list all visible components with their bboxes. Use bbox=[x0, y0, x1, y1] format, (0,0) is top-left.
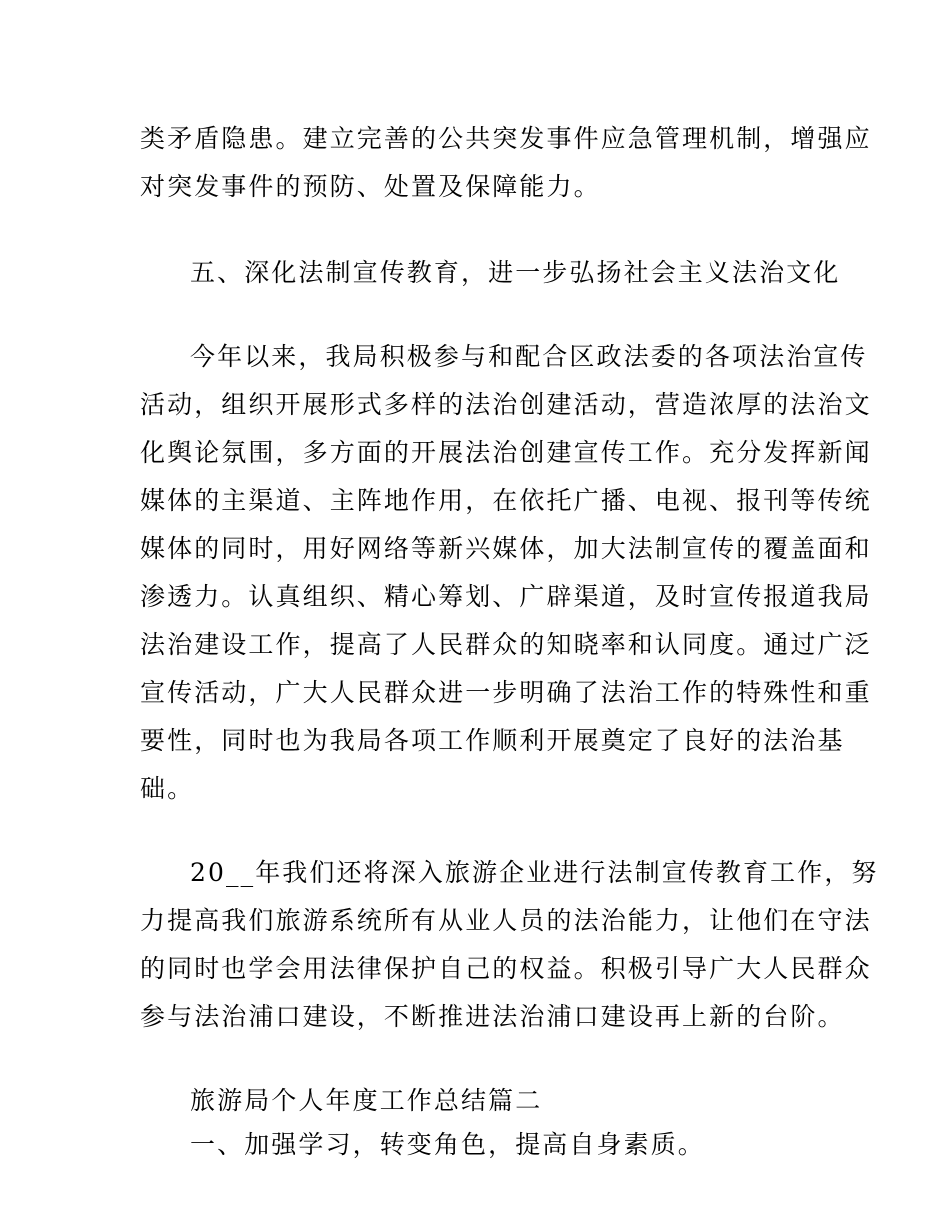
paragraph-line: 宣传活动，广大人民群众进一步明确了法治工作的特殊性和重 bbox=[140, 678, 872, 707]
section-heading: 五、深化法制宣传教育，进一步弘扬社会主义法治文化 bbox=[190, 258, 841, 287]
subheading: 一、加强学习，转变角色，提高自身素质。 bbox=[190, 1130, 705, 1159]
paragraph-line: 参与法治浦口建设，不断推进法治浦口建设再上新的台阶。 bbox=[140, 1002, 845, 1031]
paragraph-line: 力提高我们旅游系统所有从业人员的法治能力，让他们在守法 bbox=[140, 906, 872, 935]
paragraph-line: 化舆论氛围，多方面的开展法治创建宣传工作。充分发挥新闻 bbox=[140, 438, 872, 467]
paragraph-line: 媒体的同时，用好网络等新兴媒体，加大法制宣传的覆盖面和 bbox=[140, 534, 872, 563]
paragraph-line: 今年以来，我局积极参与和配合区政法委的各项法治宣传 bbox=[190, 342, 868, 371]
paragraph-line: 活动，组织开展形式多样的法治创建活动，营造浓厚的法治文 bbox=[140, 390, 872, 419]
paragraph-line: 20__年我们还将深入旅游企业进行法制宣传教育工作，努 bbox=[190, 858, 879, 887]
paragraph-line: 法治建设工作，提高了人民群众的知晓率和认同度。通过广泛 bbox=[140, 630, 872, 659]
section-title: 旅游局个人年度工作总结篇二 bbox=[190, 1086, 543, 1115]
paragraph-line: 对突发事件的预防、处置及保障能力。 bbox=[140, 172, 601, 201]
paragraph-line: 媒体的主渠道、主阵地作用，在依托广播、电视、报刊等传统 bbox=[140, 486, 872, 515]
paragraph-line: 础。 bbox=[140, 774, 195, 803]
paragraph-line: 渗透力。认真组织、精心筹划、广辟渠道，及时宣传报道我局 bbox=[140, 582, 872, 611]
paragraph-line: 的同时也学会用法律保护自己的权益。积极引导广大人民群众 bbox=[140, 954, 872, 983]
paragraph-line: 要性，同时也为我局各项工作顺利开展奠定了良好的法治基 bbox=[140, 726, 845, 755]
paragraph-line: 类矛盾隐患。建立完善的公共突发事件应急管理机制，增强应 bbox=[140, 124, 872, 153]
